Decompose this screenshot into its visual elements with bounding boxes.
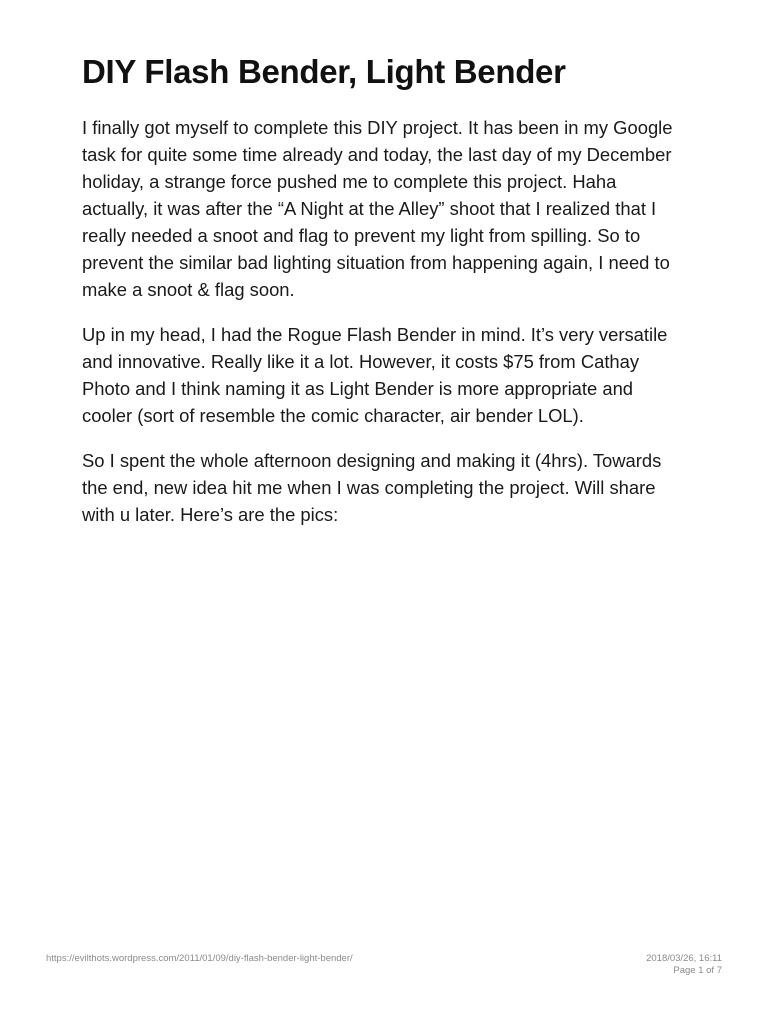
print-info <box>646 953 722 977</box>
article-paragraph: I finally got myself to complete this DIY project. It has been in my Google task for quite some time already and today, the last day of my December holiday, a strange force pushed me to complete this project. Haha actually, it was after the “A Night at the Alley” shoot that I realized that I really needed a snoot and flag to prevent my light from spilling. So to prevent the similar bad lighting situation from happening again, I need to make a snoot & flag soon. <box>82 117 673 300</box>
article-paragraph: Up in my head, I had the Rogue Flash Bender in mind. It’s very versatile and innovative. Really like it a lot. However, it costs $75 from Cathay Photo and I think naming it as Light Bender is more appropriate and cooler (sort of resemble the comic character, air bender LOL). <box>82 324 668 426</box>
print-datetime: 2018/03/26, 16:11 <box>646 953 722 964</box>
source-url: https://evilthots.wordpress.com/2011/01/09/diy-flash-bender-light-bender/ <box>46 953 353 964</box>
page-number: Page 1 of 7 <box>673 965 722 976</box>
article-title: DIY Flash Bender, Light Bender <box>82 53 566 90</box>
article <box>82 48 682 546</box>
article-paragraph: So I spent the whole afternoon designing and making it (4hrs). Towards the end, new idea hit me when I was completing the project. Will share with u later. Here’s are the pics: <box>82 450 662 525</box>
